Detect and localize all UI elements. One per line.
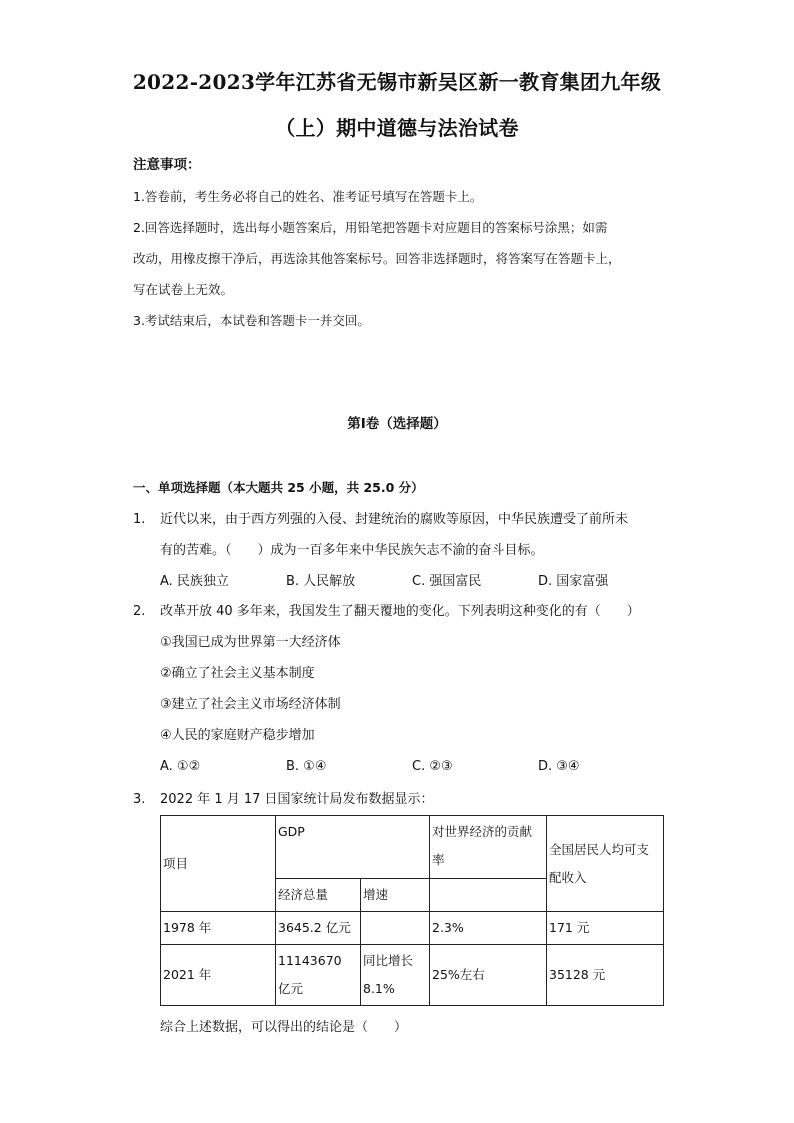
notes-section	[133, 150, 663, 336]
cell-contribution: 25%左右	[430, 945, 547, 1006]
header-growth: 增速	[361, 879, 430, 912]
part-title: 一、单项选择题（本大题共 25 小题，共 25.0 分）	[133, 480, 424, 495]
statement-1: ①我国已成为世界第一大经济体	[160, 635, 341, 650]
header-item: 项目	[161, 816, 276, 912]
option-b[interactable]: B. 人民解放	[286, 574, 356, 589]
question-1	[133, 504, 673, 597]
option-a[interactable]: A. ①②	[160, 759, 201, 774]
cell-year: 2021 年	[161, 945, 276, 1006]
notes-item-2-line1: 2.回答选择题时，选出每小题答案后，用铅笔把答题卡对应题目的答案标号涂黑；如需	[133, 220, 608, 235]
statement-3: ③建立了社会主义市场经济体制	[160, 697, 341, 712]
cell-growth: 同比增长 8.1%	[361, 945, 430, 1006]
question-options	[160, 566, 673, 597]
exam-title-line1: 2022-2023学年江苏省无锡市新吴区新一教育集团九年级	[132, 70, 662, 94]
section-title: 第Ⅰ卷（选择题）	[347, 416, 447, 432]
question-number: 3.	[133, 792, 146, 807]
question-stem-line1: 改革开放 40 多年来，我国发生了翻天覆地的变化。下列表明这种变化的有（ ）	[160, 604, 640, 619]
cell-year: 1978 年	[161, 912, 276, 945]
option-a[interactable]: A. 民族独立	[160, 574, 229, 589]
header-income: 全国居民人均可支配收入	[547, 816, 664, 912]
header-gdp: GDP	[276, 816, 430, 879]
cell-total: 11143670 亿元	[276, 945, 361, 1006]
question-number: 2.	[133, 604, 146, 619]
option-c[interactable]: C. 强国富民	[412, 574, 482, 589]
option-c[interactable]: C. ②③	[412, 759, 453, 774]
option-d[interactable]: D. 国家富强	[538, 574, 609, 589]
question-stem-line1: 2022 年 1 月 17 日国家统计局发布数据显示：	[160, 792, 434, 807]
question-stem-line1: 近代以来，由于西方列强的入侵、封建统治的腐败等原因，中华民族遭受了前所未	[160, 512, 629, 527]
notes-item-3: 3.考试结束后，本试卷和答题卡一并交回。	[133, 313, 370, 328]
option-b[interactable]: B. ①④	[286, 759, 327, 774]
cell-growth	[361, 912, 430, 945]
cell-contribution: 2.3%	[430, 912, 547, 945]
option-d[interactable]: D. ③④	[538, 759, 580, 774]
notes-item-1: 1.答卷前，考生务必将自己的姓名、准考证号填写在答题卡上。	[133, 189, 483, 204]
cell-income: 171 元	[547, 912, 664, 945]
header-total: 经济总量	[276, 879, 361, 912]
exam-title-line2: （上）期中道德与法治试卷	[275, 116, 519, 140]
table-row	[161, 912, 664, 945]
question-number: 1.	[133, 512, 146, 527]
notes-heading: 注意事项：	[133, 157, 201, 173]
question-2	[133, 596, 673, 782]
table-header-row	[161, 816, 664, 879]
question-stem-line2: 有的苦难。（ ）成为一百多年来中华民族矢志不渝的奋斗目标。	[160, 543, 544, 558]
statement-4: ④人民的家庭财产稳步增加	[160, 728, 315, 743]
cell-total: 3645.2 亿元	[276, 912, 361, 945]
question-3	[133, 784, 673, 815]
question-options	[160, 751, 673, 782]
statement-2: ②确立了社会主义基本制度	[160, 666, 315, 681]
notes-item-2-line2: 改动，用橡皮擦干净后，再选涂其他答案标号。回答非选择题时，将答案写在答题卡上，	[133, 251, 621, 266]
header-contribution-empty	[430, 879, 547, 912]
header-contribution: 对世界经济的贡献率	[430, 816, 547, 879]
table-row	[161, 945, 664, 1006]
notes-item-2-line3: 写在试卷上无效。	[133, 282, 234, 297]
question-3-prompt: 综合上述数据，可以得出的结论是（ ）	[160, 1020, 408, 1035]
cell-income: 35128 元	[547, 945, 664, 1006]
statistics-table	[160, 815, 664, 1006]
